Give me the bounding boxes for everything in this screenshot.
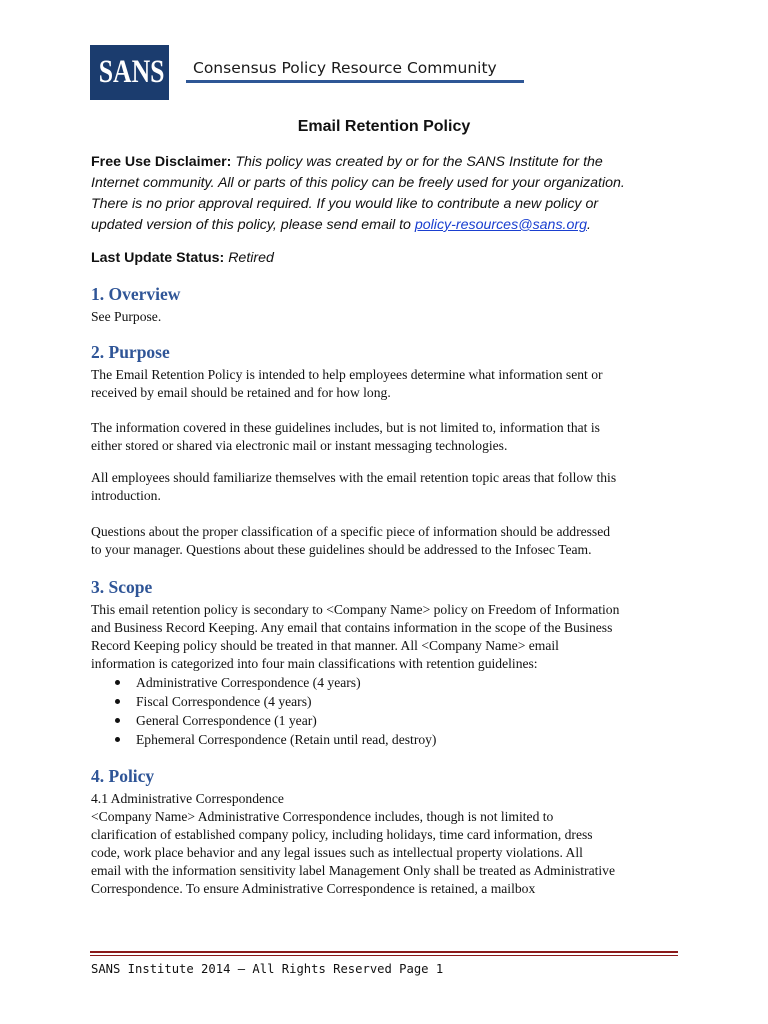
purpose-paragraph-4 bbox=[91, 523, 610, 559]
bullet-icon bbox=[115, 718, 120, 723]
policy-subheading: 4.1 Administrative Correspondence bbox=[91, 791, 284, 806]
bullet-icon bbox=[115, 699, 120, 704]
policy-line: clarification of established company policy, including holidays, time card information, dress bbox=[91, 827, 593, 842]
disclaimer-end: . bbox=[586, 217, 591, 233]
scope-paragraph bbox=[91, 601, 619, 673]
list-item: Fiscal Correspondence (4 years) bbox=[112, 692, 436, 711]
purpose-p2-line: The information covered in these guidelines includes, but is not limited to, information that is bbox=[91, 420, 600, 435]
sans-logo bbox=[90, 45, 169, 100]
policy-line: Correspondence. To ensure Administrative Correspondence is retained, a mailbox bbox=[91, 881, 536, 896]
overview-text: See Purpose. bbox=[91, 309, 162, 324]
bullet-icon bbox=[115, 680, 120, 685]
purpose-paragraph-3 bbox=[91, 469, 616, 505]
logo-text: SANS bbox=[98, 54, 165, 90]
purpose-p2-line: either stored or shared via electronic mail or instant messaging technologies. bbox=[91, 438, 508, 453]
scope-line: Record Keeping policy should be treated in that manner. All <Company Name> email bbox=[91, 638, 559, 653]
scope-line: and Business Record Keeping. Any email that contains information in the scope of the Business bbox=[91, 620, 613, 635]
bullet-icon bbox=[115, 737, 120, 742]
purpose-p4-line: to your manager. Questions about these guidelines should be addressed to the Infosec Team. bbox=[91, 542, 592, 557]
policy-line: email with the information sensitivity label Management Only shall be treated as Administrative bbox=[91, 863, 615, 878]
scope-bullet-list bbox=[112, 673, 436, 749]
page-footer: SANS Institute 2014 – All Rights Reserved Page 1 bbox=[91, 962, 444, 976]
purpose-paragraph-2 bbox=[91, 419, 600, 455]
footer-divider bbox=[90, 951, 678, 953]
footer-divider-thin bbox=[90, 955, 678, 956]
purpose-p1-line: received by email should be retained and for how long. bbox=[91, 385, 391, 400]
disclaimer bbox=[91, 152, 625, 236]
purpose-paragraph-1 bbox=[91, 366, 603, 402]
heading-scope: 3. Scope bbox=[91, 577, 153, 597]
list-item: General Correspondence (1 year) bbox=[112, 711, 436, 730]
disclaimer-line-2: Internet community. All or parts of this policy can be freely used for your organization. bbox=[91, 175, 625, 191]
scope-line: This email retention policy is secondary to <Company Name> policy on Freedom of Information bbox=[91, 602, 620, 617]
disclaimer-label: Free Use Disclaimer: bbox=[91, 154, 232, 170]
header-divider bbox=[186, 80, 524, 83]
heading-policy: 4. Policy bbox=[91, 766, 155, 786]
policy-line: code, work place behavior and any legal issues such as intellectual property violations. All bbox=[91, 845, 583, 860]
list-item: Ephemeral Correspondence (Retain until read, destroy) bbox=[112, 730, 436, 749]
page-title: Email Retention Policy bbox=[297, 118, 471, 135]
purpose-p1-line: The Email Retention Policy is intended to help employees determine what information sent or bbox=[91, 367, 603, 382]
list-item: Administrative Correspondence (4 years) bbox=[112, 673, 436, 692]
purpose-p3-line: introduction. bbox=[91, 488, 161, 503]
status-value: Retired bbox=[228, 250, 274, 266]
purpose-p4-line: Questions about the proper classification of a specific piece of information should be addressed bbox=[91, 524, 611, 539]
heading-overview: 1. Overview bbox=[91, 284, 181, 304]
status-label: Last Update Status: bbox=[91, 250, 225, 266]
disclaimer-line-1: This policy was created by or for the SANS Institute for the bbox=[235, 154, 603, 170]
scope-line: information is categorized into four main classifications with retention guidelines: bbox=[91, 656, 538, 671]
disclaimer-line-4: updated version of this policy, please send email to bbox=[91, 217, 415, 233]
heading-purpose: 2. Purpose bbox=[91, 342, 170, 362]
email-link[interactable]: policy-resources@sans.org bbox=[414, 217, 587, 233]
policy-paragraph bbox=[91, 808, 615, 898]
purpose-p3-line: All employees should familiarize themselves with the email retention topic areas that follow this bbox=[91, 470, 617, 485]
community-title: Consensus Policy Resource Community bbox=[193, 59, 497, 77]
policy-line: <Company Name> Administrative Correspondence includes, though is not limited to bbox=[91, 809, 554, 824]
disclaimer-line-3: There is no prior approval required. If you would like to contribute a new policy or bbox=[91, 196, 599, 212]
update-status bbox=[91, 248, 274, 269]
